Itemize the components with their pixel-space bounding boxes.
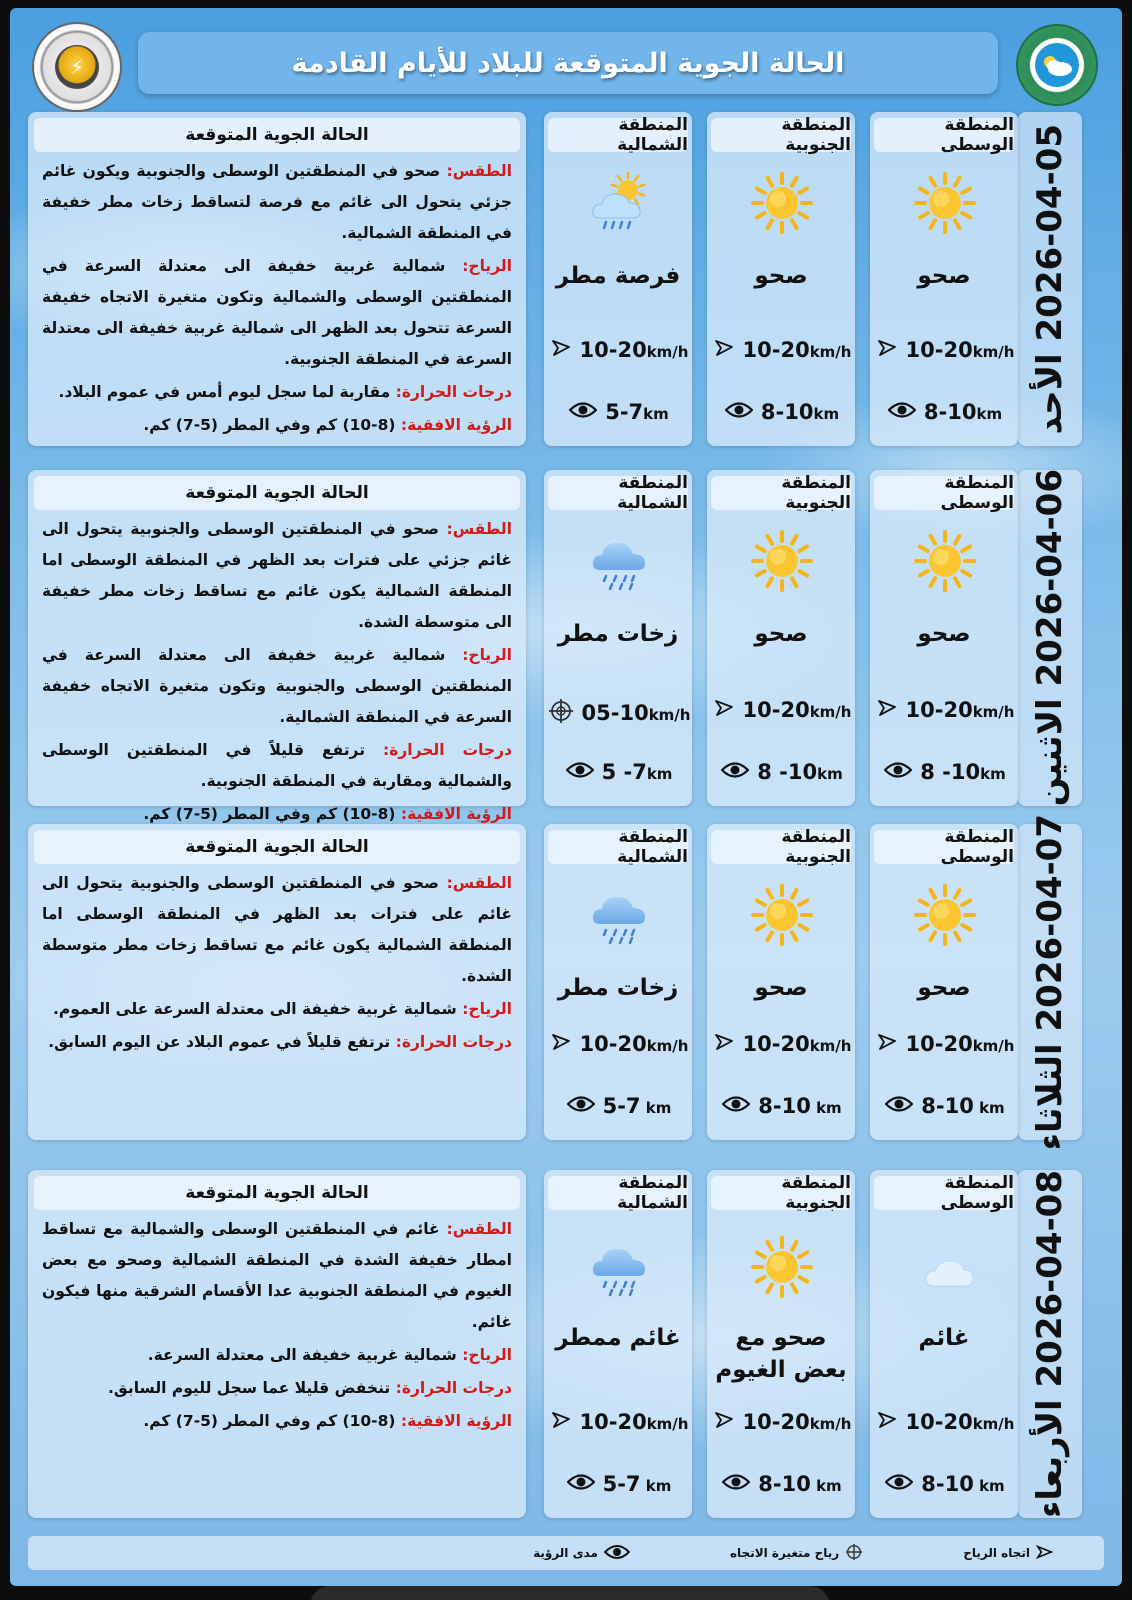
condition-label: زخات مطر	[557, 975, 679, 1001]
day-date-label	[1030, 469, 1070, 806]
wind-speed-number: 10-20	[742, 1410, 810, 1434]
region-name: المنطقة الشمالية	[548, 830, 688, 864]
visibility-row	[878, 1094, 1012, 1118]
visibility-unit: km	[810, 1477, 842, 1495]
visibility-number: 5-7	[605, 400, 644, 424]
wind-speed-unit: km/h	[809, 1415, 852, 1433]
summary-label: درجات الحرارة:	[395, 1033, 512, 1051]
wind-speed-value	[743, 338, 852, 362]
legend-variable-wind-label: رياح متغيرة الاتجاه	[729, 1546, 840, 1560]
condition-label: صحو	[754, 975, 808, 1001]
summary-text: شمالية غربية خفيفة الى معتدلة السرعة على العموم.	[53, 1000, 463, 1018]
visibility-number: 8-10	[758, 1472, 811, 1496]
forecast-summary-card	[28, 824, 526, 1140]
summary-paragraph	[42, 1373, 512, 1404]
summary-label: الرؤية الافقية:	[400, 416, 512, 434]
visibility-row	[552, 1472, 686, 1496]
rain-cloud-icon	[588, 530, 650, 592]
visibility-value	[605, 400, 669, 424]
legend-variable-wind	[730, 1543, 863, 1564]
visibility-unit: km	[646, 765, 673, 783]
wind-speed-value	[906, 698, 1015, 722]
wind-direction-arrow-icon	[550, 1410, 572, 1434]
day-row	[10, 1170, 1122, 1518]
date-column	[1018, 813, 1082, 1151]
summary-paragraph	[42, 410, 512, 441]
eye-icon	[567, 1095, 595, 1117]
visibility-number: 5-7	[602, 1094, 641, 1118]
visibility-row	[878, 1472, 1012, 1496]
eye-icon	[567, 1473, 595, 1495]
wind-direction-arrow-icon	[550, 1032, 572, 1056]
summary-paragraph	[42, 514, 512, 638]
visibility-unit: km	[810, 1099, 842, 1117]
summary-title: الحالة الجوية المتوقعة	[34, 830, 520, 864]
visibility-number: 5-7	[602, 1472, 641, 1496]
summary-paragraph	[42, 156, 512, 249]
summary-text: تنخفض قليلا عما سجل لليوم السابق.	[108, 1379, 396, 1397]
wind-direction-arrow-icon	[876, 1410, 898, 1434]
visibility-unit: km	[973, 1477, 1005, 1495]
region-card	[870, 824, 1018, 1140]
visibility-unit: km	[813, 405, 840, 423]
visibility-row	[715, 1094, 849, 1118]
eye-icon	[604, 1544, 630, 1563]
visibility-number: 8-10	[921, 1094, 974, 1118]
visibility-unit: km	[980, 765, 1006, 783]
summary-paragraph	[42, 1214, 512, 1338]
summary-text: (8-10) كم وفي المطر (5-7) كم.	[143, 1412, 401, 1430]
visibility-value	[758, 1094, 841, 1118]
date: 2026-04-08	[1030, 1170, 1070, 1388]
region-name: المنطقة الشمالية	[548, 476, 688, 510]
summary-paragraph	[42, 1406, 512, 1437]
visibility-unit: km	[640, 1099, 672, 1117]
wind-speed-number: 10-20	[905, 1032, 973, 1056]
visibility-value	[603, 1472, 672, 1496]
condition-label: صحو	[754, 621, 808, 647]
summary-paragraph	[42, 640, 512, 733]
summary-label: درجات الحرارة:	[383, 741, 512, 759]
visibility-value	[921, 1472, 1004, 1496]
condition-label: صحو	[754, 263, 808, 289]
wind-speed-row	[552, 338, 689, 362]
summary-body	[42, 868, 512, 1060]
lightning-icon: ⚡	[55, 45, 99, 89]
wind-speed-value	[580, 1410, 689, 1434]
cloud-sun-logo-icon	[1035, 43, 1079, 87]
summary-text: شمالية غربية خفيفة الى معتدلة السرعة.	[147, 1346, 463, 1364]
summary-label: درجات الحرارة:	[395, 1379, 512, 1397]
visibility-value	[758, 1472, 841, 1496]
bottom-bar	[310, 1586, 830, 1600]
region-name: المنطقة الجنوبية	[711, 476, 851, 510]
visibility-value	[603, 1094, 672, 1118]
visibility-row	[715, 400, 849, 424]
date: 2026-04-07	[1030, 813, 1070, 1032]
visibility-number: 8-10	[758, 1094, 811, 1118]
visibility-value	[602, 760, 673, 784]
summary-paragraph	[42, 377, 512, 408]
day-name: الأربعاء	[1030, 1399, 1070, 1518]
visibility-unit: km	[640, 1477, 672, 1495]
wind-speed-row	[878, 1410, 1015, 1434]
day-date-label	[1030, 814, 1070, 1150]
eye-icon	[722, 1095, 750, 1117]
date: 2026-04-06	[1030, 469, 1070, 687]
wind-speed-row	[715, 1410, 852, 1434]
summary-text: (8-10) كم وفي المطر (5-7) كم.	[143, 805, 401, 823]
condition-label: صحو	[917, 621, 971, 647]
summary-text: صحو في المنطقتين الوسطى والجنوبية يتحول الى غائم جزئي على فترات بعد الظهر في المنطقة الوسطى اما المنطقة الشمالية يكون غائم مع تساقط زخات مطر خفيفة الى متوسطة الشدة.	[42, 520, 512, 631]
legend-visibility-label: مدى الرؤية	[533, 1546, 598, 1560]
summary-label: الطقس:	[446, 520, 512, 538]
visibility-row	[715, 1472, 849, 1496]
weather-dept-logo	[32, 22, 122, 112]
wind-speed-row	[878, 338, 1015, 362]
wind-direction-arrow-icon	[713, 1410, 735, 1434]
wind-speed-value	[582, 701, 691, 725]
wind-speed-row	[878, 1032, 1015, 1056]
wind-speed-row	[715, 338, 852, 362]
wind-direction-arrow-icon	[713, 698, 735, 722]
eye-icon	[725, 401, 753, 423]
summary-paragraph	[42, 868, 512, 992]
wind-speed-unit: km/h	[972, 343, 1015, 361]
summary-label: درجات الحرارة:	[395, 383, 512, 401]
visibility-unit: km	[643, 405, 669, 423]
eye-icon	[722, 1473, 750, 1495]
wind-speed-row	[715, 1032, 852, 1056]
wind-speed-unit: km/h	[809, 1037, 852, 1055]
summary-label: الطقس:	[446, 1220, 512, 1238]
wind-direction-arrow-icon	[876, 1032, 898, 1056]
visibility-unit: km	[976, 405, 1003, 423]
summary-paragraph	[42, 251, 512, 375]
summary-text: صحو في المنطقتين الوسطى والجنوبية ويكون غائم جزئي يتحول الى غائم مع فرصة لتساقط زخات مطر خفيفة في المنطقة الشمالية.	[42, 162, 512, 242]
region-name: المنطقة الجنوبية	[711, 1176, 851, 1210]
summary-paragraph	[42, 994, 512, 1025]
sun-icon	[914, 172, 976, 234]
wind-speed-value	[743, 1410, 852, 1434]
eye-icon	[884, 761, 912, 783]
summary-label: الرؤية الافقية:	[400, 805, 512, 823]
forecast-page	[10, 8, 1122, 1586]
wind-speed-number: 10-20	[905, 338, 973, 362]
wind-speed-unit: km/h	[646, 343, 689, 361]
header-bar	[138, 32, 998, 94]
wind-speed-unit: km/h	[809, 703, 852, 721]
day-name: الاثنين	[1030, 698, 1070, 807]
wind-direction-arrow-icon	[1036, 1543, 1054, 1564]
forecast-summary-card	[28, 112, 526, 446]
wind-speed-unit: km/h	[972, 1037, 1015, 1055]
visibility-unit: km	[973, 1099, 1005, 1117]
day-name: الأحد	[1030, 353, 1070, 435]
region-card	[870, 112, 1018, 446]
visibility-value	[761, 400, 839, 424]
visibility-row	[878, 760, 1012, 784]
sun-icon	[751, 1236, 813, 1298]
visibility-value	[924, 400, 1002, 424]
wind-speed-number: 10-20	[742, 338, 810, 362]
wind-direction-arrow-icon	[713, 338, 735, 362]
region-name: المنطقة الجنوبية	[711, 830, 851, 864]
wind-speed-value	[906, 338, 1015, 362]
variable-wind-icon	[845, 1543, 863, 1564]
region-card	[707, 470, 855, 806]
eye-icon	[569, 401, 597, 423]
summary-body	[42, 1214, 512, 1439]
summary-label: الرؤية الافقية:	[400, 1412, 512, 1430]
visibility-unit: km	[817, 765, 843, 783]
region-card	[707, 1170, 855, 1518]
wind-speed-value	[906, 1410, 1015, 1434]
region-card	[870, 1170, 1018, 1518]
summary-title: الحالة الجوية المتوقعة	[34, 118, 520, 152]
visibility-row	[552, 1094, 686, 1118]
visibility-row	[715, 760, 849, 784]
wind-speed-number: 10-20	[579, 338, 647, 362]
summary-label: الطقس:	[446, 162, 512, 180]
eye-icon	[721, 761, 749, 783]
wind-speed-unit: km/h	[972, 1415, 1015, 1433]
visibility-value	[921, 1094, 1004, 1118]
visibility-row	[552, 400, 686, 424]
wind-speed-unit: km/h	[809, 343, 852, 361]
sun-icon	[914, 884, 976, 946]
condition-label: غائم	[918, 1325, 970, 1351]
visibility-value	[920, 760, 1005, 784]
wind-speed-number: 10-20	[742, 1032, 810, 1056]
eye-icon	[566, 761, 594, 783]
summary-label: الرياح:	[462, 257, 512, 275]
region-name: المنطقة الوسطى	[874, 830, 1014, 864]
wind-speed-number: 10-20	[742, 698, 810, 722]
wind-speed-number: 10-20	[905, 698, 973, 722]
summary-title: الحالة الجوية المتوقعة	[34, 1176, 520, 1210]
summary-text: صحو في المنطقتين الوسطى والجنوبية يتحول الى غائم على فترات بعد الظهر في المنطقة الوسطى اما المنطقة الشمالية يكون غائم مع تساقط زخات مطر متوسطة الشدة.	[42, 874, 512, 985]
wind-speed-value	[580, 338, 689, 362]
region-card	[707, 824, 855, 1140]
forecast-summary-card	[28, 470, 526, 823]
summary-paragraph	[42, 1027, 512, 1058]
wind-speed-unit: km/h	[648, 706, 691, 724]
variable-wind-icon	[548, 698, 574, 728]
wind-speed-number: 05-10	[581, 701, 649, 725]
summary-body	[42, 514, 512, 832]
date-column	[1018, 470, 1082, 806]
wind-speed-value	[580, 1032, 689, 1056]
condition-label: صحو	[917, 975, 971, 1001]
wind-speed-unit: km/h	[972, 703, 1015, 721]
summary-text: مقاربة لما سجل ليوم أمس في عموم البلاد.	[58, 383, 396, 401]
summary-text: شمالية غربية خفيفة الى معتدلة السرعة في المنطقتين الوسطى والجنوبية وتكون متغيرة الاتجاه خفيفة السرعة في المنطقة الشمالية.	[42, 646, 512, 726]
rain-cloud-icon	[588, 884, 650, 946]
region-name: المنطقة الوسطى	[874, 118, 1014, 152]
wind-speed-row	[552, 1032, 689, 1056]
visibility-row	[552, 760, 686, 784]
region-name: المنطقة الجنوبية	[711, 118, 851, 152]
sun-icon	[751, 172, 813, 234]
wind-direction-arrow-icon	[876, 338, 898, 362]
wind-speed-number: 10-20	[579, 1032, 647, 1056]
eye-icon	[888, 401, 916, 423]
date-column	[1018, 1170, 1082, 1518]
region-name: المنطقة الوسطى	[874, 476, 1014, 510]
day-date-label	[1030, 124, 1070, 434]
day-row	[10, 112, 1122, 446]
wind-speed-value	[743, 698, 852, 722]
cloudy-icon	[914, 1236, 976, 1298]
summary-label: الرياح:	[462, 1346, 512, 1364]
forecast-summary-card	[28, 1170, 526, 1518]
wind-direction-arrow-icon	[713, 1032, 735, 1056]
region-card	[544, 1170, 692, 1518]
meteorological-organization-logo	[1016, 24, 1098, 106]
sun-icon	[751, 884, 813, 946]
wind-speed-unit: km/h	[646, 1415, 689, 1433]
wind-speed-row	[552, 698, 691, 728]
visibility-value	[757, 760, 842, 784]
wind-speed-value	[743, 1032, 852, 1056]
wind-speed-number: 10-20	[905, 1410, 973, 1434]
condition-label: فرصة مطر	[555, 263, 681, 289]
eye-icon	[885, 1095, 913, 1117]
wind-speed-number: 10-20	[579, 1410, 647, 1434]
sun-icon	[751, 530, 813, 592]
visibility-number: 8 -10	[920, 760, 981, 784]
wind-speed-row	[878, 698, 1015, 722]
visibility-number: 8-10	[760, 400, 814, 424]
condition-label: صحو مع بعض الغيوم	[715, 1325, 847, 1383]
region-name: المنطقة الشمالية	[548, 118, 688, 152]
wind-speed-unit: km/h	[646, 1037, 689, 1055]
day-date-label	[1030, 1170, 1070, 1518]
summary-paragraph	[42, 1340, 512, 1371]
region-name: المنطقة الشمالية	[548, 1176, 688, 1210]
region-card	[870, 470, 1018, 806]
summary-text: شمالية غربية خفيفة الى معتدلة السرعة في المنطقتين الوسطى والشمالية وتكون متغيرة الاتجاه خفيفة السرعة تتحول بعد الظهر الى شمالية غربية خفيفة الى معتدلة السرعة في المنطقة الجنوبية.	[42, 257, 512, 368]
sun-cloud-rain-icon	[588, 172, 650, 234]
visibility-row	[878, 400, 1012, 424]
wind-direction-arrow-icon	[876, 698, 898, 722]
summary-text: ترتفع قليلاً في عموم البلاد عن اليوم السابق.	[48, 1033, 396, 1051]
region-name: المنطقة الوسطى	[874, 1176, 1014, 1210]
legend-bar	[28, 1536, 1104, 1570]
summary-text: (8-10) كم وفي المطر (5-7) كم.	[143, 416, 401, 434]
day-name: الثلاثاء	[1030, 1043, 1070, 1151]
summary-label: الطقس:	[446, 874, 512, 892]
date-column	[1018, 112, 1082, 446]
eye-icon	[885, 1473, 913, 1495]
sun-icon	[914, 530, 976, 592]
summary-text: غائم في المنطقتين الوسطى والشمالية مع تساقط امطار خفيفة الشدة في المنطقة الشمالية وصحو مع بعض الغيوم في المنطقة الجنوبية عدا الأقسام الشرقية منها فيكون غائم.	[42, 1220, 512, 1331]
summary-label: الرياح:	[462, 646, 512, 664]
page-title: الحالة الجوية المتوقعة للبلاد للأيام القادمة	[291, 47, 845, 79]
condition-label: غائم ممطر	[555, 1325, 681, 1351]
legend-wind-direction-label: اتجاه الرياح	[963, 1546, 1030, 1560]
wind-direction-arrow-icon	[550, 338, 572, 362]
legend-visibility	[533, 1544, 630, 1563]
condition-label: صحو	[917, 263, 971, 289]
condition-label: زخات مطر	[557, 621, 679, 647]
wind-speed-value	[906, 1032, 1015, 1056]
rain-cloud-icon	[588, 1236, 650, 1298]
summary-body	[42, 156, 512, 443]
summary-title: الحالة الجوية المتوقعة	[34, 476, 520, 510]
summary-text: ترتفع قليلاً في المنطقتين الوسطى والشمالية ومقاربة في المنطقة الجنوبية.	[42, 741, 512, 790]
wind-speed-row	[715, 698, 852, 722]
summary-label: الرياح:	[462, 1000, 512, 1018]
wind-speed-row	[552, 1410, 689, 1434]
visibility-number: 8-10	[921, 1472, 974, 1496]
region-card	[544, 112, 692, 446]
day-row	[10, 469, 1122, 823]
visibility-number: 8-10	[923, 400, 977, 424]
legend-wind-direction	[963, 1543, 1054, 1564]
visibility-number: 5 -7	[601, 760, 647, 784]
region-card	[707, 112, 855, 446]
region-card	[544, 824, 692, 1140]
visibility-number: 8 -10	[757, 760, 818, 784]
summary-paragraph	[42, 735, 512, 797]
date: 2026-04-05	[1030, 123, 1070, 342]
region-card	[544, 470, 692, 806]
